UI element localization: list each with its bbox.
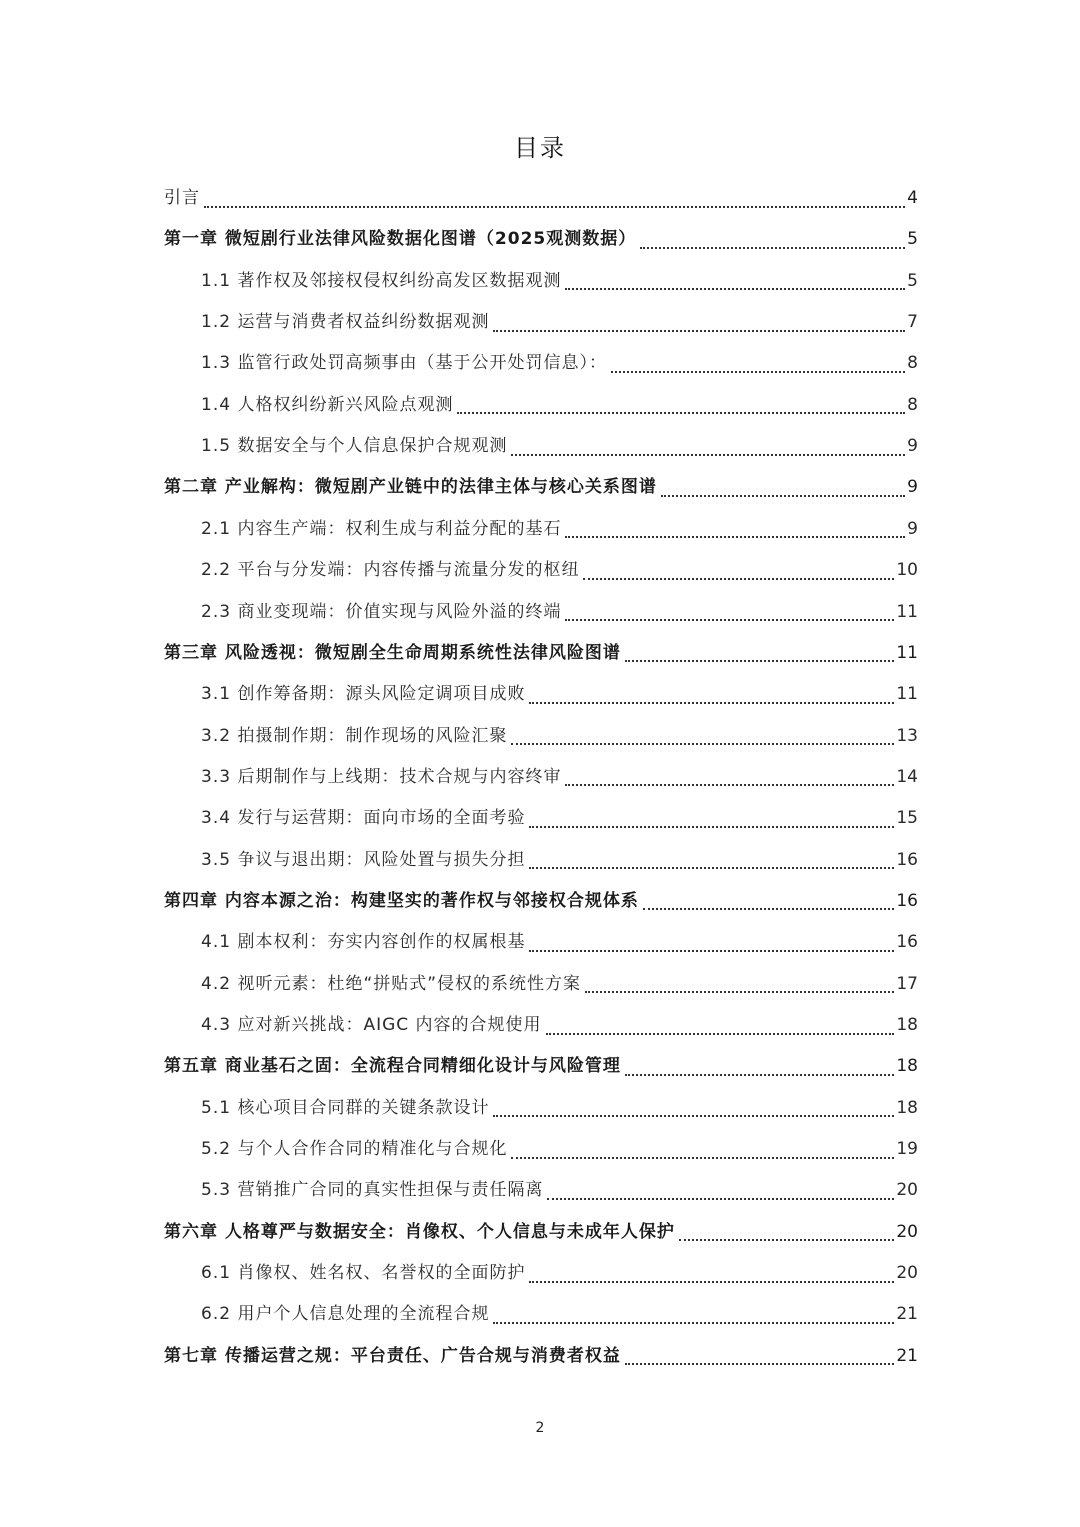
toc-entry-title: 1.2 运营与消费者权益纠纷数据观测 — [201, 312, 490, 333]
toc-entry-page: 20 — [896, 1180, 918, 1201]
toc-entry-title: 2.3 商业变现端：价值实现与风险外溢的终端 — [201, 601, 562, 622]
toc-dot-leader — [565, 536, 905, 538]
toc-entry-page: 16 — [896, 932, 918, 953]
toc-section-entry[interactable] — [201, 716, 918, 757]
toc-entry-page: 5 — [907, 270, 918, 291]
toc-dot-leader — [565, 288, 905, 290]
toc-entry-title: 第七章 传播运营之规：平台责任、广告合规与消费者权益 — [164, 1345, 621, 1366]
toc-entry-title: 2.2 平台与分发端：内容传播与流量分发的枢纽 — [201, 560, 580, 581]
toc-dot-leader — [583, 578, 894, 580]
toc-entry-page: 18 — [896, 1056, 918, 1077]
toc-dot-leader — [204, 206, 905, 208]
toc-dot-leader — [625, 1074, 894, 1076]
toc-dot-leader — [493, 1115, 894, 1117]
toc-dot-leader — [611, 371, 905, 373]
toc-dot-leader — [565, 784, 894, 786]
toc-entry-page: 18 — [896, 1097, 918, 1118]
toc-entry-title: 6.2 用户个人信息处理的全流程合规 — [201, 1304, 490, 1325]
toc-dot-leader — [661, 495, 905, 497]
toc-section-entry[interactable] — [201, 550, 918, 591]
toc-dot-leader — [585, 991, 894, 993]
toc-chapter-entry[interactable] — [164, 633, 918, 674]
toc-entry-title: 5.3 营销推广合同的真实性担保与责任隔离 — [201, 1180, 544, 1201]
toc-section-entry[interactable] — [201, 385, 918, 426]
toc-dot-leader — [511, 454, 905, 456]
toc-entry-page: 5 — [907, 229, 918, 250]
page-number: 2 — [535, 1420, 545, 1436]
toc-entry-title: 5.1 核心项目合同群的关键条款设计 — [201, 1097, 490, 1118]
toc-entry-title: 2.1 内容生产端：权利生成与利益分配的基石 — [201, 518, 562, 539]
toc-entry-page: 21 — [896, 1304, 918, 1325]
toc-dot-leader — [640, 247, 905, 249]
toc-chapter-entry[interactable] — [164, 1046, 918, 1087]
toc-section-entry[interactable] — [201, 964, 918, 1005]
toc-entry-title: 1.1 著作权及邻接权侵权纠纷高发区数据观测 — [201, 270, 562, 291]
toc-entry-page: 19 — [896, 1139, 918, 1160]
toc-entry-page: 8 — [907, 353, 918, 374]
toc-entry-page: 20 — [896, 1263, 918, 1284]
toc-section-entry[interactable] — [201, 1294, 918, 1335]
toc-entry-title: 1.3 监管行政处罚高频事由（基于公开处罚信息）： — [201, 353, 607, 374]
toc-dot-leader — [679, 1239, 894, 1241]
toc-dot-leader — [546, 1033, 895, 1035]
toc-entry-title: 4.2 视听元素：杜绝“拼贴式”侵权的系统性方案 — [201, 973, 582, 994]
toc-section-entry[interactable] — [201, 922, 918, 963]
toc-entry-title: 第一章 微短剧行业法律风险数据化图谱（2025观测数据） — [164, 229, 637, 250]
toc-section-entry[interactable] — [201, 674, 918, 715]
toc-entry-title: 3.2 拍摄制作期：制作现场的风险汇聚 — [201, 725, 508, 746]
toc-dot-leader — [625, 660, 894, 662]
toc-entry-page: 11 — [896, 684, 918, 705]
toc-chapter-entry[interactable] — [164, 881, 918, 922]
toc-entry-title: 第二章 产业解构：微短剧产业链中的法律主体与核心关系图谱 — [164, 477, 657, 498]
toc-dot-leader — [493, 330, 905, 332]
toc-section-entry[interactable] — [201, 1129, 918, 1170]
toc-dot-leader — [493, 1322, 894, 1324]
toc-dot-leader — [529, 826, 894, 828]
toc-dot-leader — [529, 867, 894, 869]
toc-entry-page: 16 — [896, 849, 918, 870]
toc-entry-title: 6.1 肖像权、姓名权、名誉权的全面防护 — [201, 1263, 526, 1284]
toc-entry-page: 11 — [896, 642, 918, 663]
toc-dot-leader — [529, 950, 894, 952]
toc-dot-leader — [565, 619, 894, 621]
toc-entry-title: 3.3 后期制作与上线期：技术合规与内容终审 — [201, 766, 562, 787]
toc-section-entry[interactable] — [201, 426, 918, 467]
toc-chapter-entry[interactable] — [164, 1212, 918, 1253]
toc-section-entry[interactable] — [201, 302, 918, 343]
toc-entry-page: 21 — [896, 1345, 918, 1366]
toc-entry-title: 第六章 人格尊严与数据安全：肖像权、个人信息与未成年人保护 — [164, 1221, 675, 1242]
toc-entry-title: 4.3 应对新兴挑战：AIGC 内容的合规使用 — [201, 1015, 542, 1035]
toc-entry-title: 5.2 与个人合作合同的精准化与合规化 — [201, 1139, 508, 1160]
toc-section-entry[interactable] — [201, 509, 918, 550]
toc-entry-page: 8 — [907, 394, 918, 415]
toc-intro-entry[interactable] — [164, 178, 918, 219]
toc-dot-leader — [625, 1363, 894, 1365]
toc-entry-title: 第三章 风险透视：微短剧全生命周期系统性法律风险图谱 — [164, 642, 621, 663]
toc-section-entry[interactable] — [201, 1005, 918, 1046]
toc-entry-title: 第四章 内容本源之治：构建坚实的著作权与邻接权合规体系 — [164, 890, 639, 911]
toc-entry-title: 1.5 数据安全与个人信息保护合规观测 — [201, 436, 508, 457]
toc-section-entry[interactable] — [201, 798, 918, 839]
toc-entry-page: 9 — [907, 518, 918, 539]
toc-entry-page: 20 — [896, 1221, 918, 1242]
toc-entry-page: 16 — [896, 890, 918, 911]
toc-entry-page: 9 — [907, 477, 918, 498]
toc-entry-page: 11 — [896, 601, 918, 622]
toc-section-entry[interactable] — [201, 261, 918, 302]
toc-section-entry[interactable] — [201, 757, 918, 798]
page-title: 目录 — [514, 134, 566, 162]
toc-chapter-entry[interactable] — [164, 467, 918, 508]
toc-entry-page: 15 — [896, 808, 918, 829]
toc-section-entry[interactable] — [201, 592, 918, 633]
toc-entry-title: 3.1 创作筹备期：源头风险定调项目成败 — [201, 684, 526, 705]
toc-dot-leader — [457, 412, 905, 414]
toc-entry-page: 17 — [896, 973, 918, 994]
toc-entry-page: 14 — [896, 766, 918, 787]
toc-section-entry[interactable] — [201, 840, 918, 881]
toc-dot-leader — [529, 702, 894, 704]
toc-section-entry[interactable] — [201, 1170, 918, 1211]
toc-section-entry[interactable] — [201, 1253, 918, 1294]
toc-entry-title: 3.5 争议与退出期：风险处置与损失分担 — [201, 849, 526, 870]
toc-dot-leader — [643, 908, 894, 910]
toc-entry-page: 13 — [896, 725, 918, 746]
toc-entry-page: 9 — [907, 436, 918, 457]
toc-section-entry[interactable] — [201, 343, 918, 384]
toc-dot-leader — [511, 743, 894, 745]
toc-entry-page: 7 — [907, 312, 918, 333]
toc-entry-title: 第五章 商业基石之固：全流程合同精细化设计与风险管理 — [164, 1056, 621, 1077]
toc-dot-leader — [511, 1157, 894, 1159]
toc-entry-title: 1.4 人格权纠纷新兴风险点观测 — [201, 394, 454, 415]
toc-section-entry[interactable] — [201, 1088, 918, 1129]
toc-entry-page: 18 — [896, 1015, 918, 1035]
toc-entry-page: 10 — [896, 560, 918, 581]
toc-dot-leader — [547, 1198, 894, 1200]
toc-dot-leader — [529, 1281, 894, 1283]
toc-entry-page: 4 — [907, 188, 918, 208]
toc-entry-title: 4.1 剧本权利：夯实内容创作的权属根基 — [201, 932, 526, 953]
toc-chapter-entry[interactable] — [164, 219, 918, 260]
toc-entry-title: 3.4 发行与运营期：面向市场的全面考验 — [201, 808, 526, 829]
toc-chapter-entry[interactable] — [164, 1336, 918, 1377]
toc-entry-title: 引言 — [164, 188, 200, 208]
